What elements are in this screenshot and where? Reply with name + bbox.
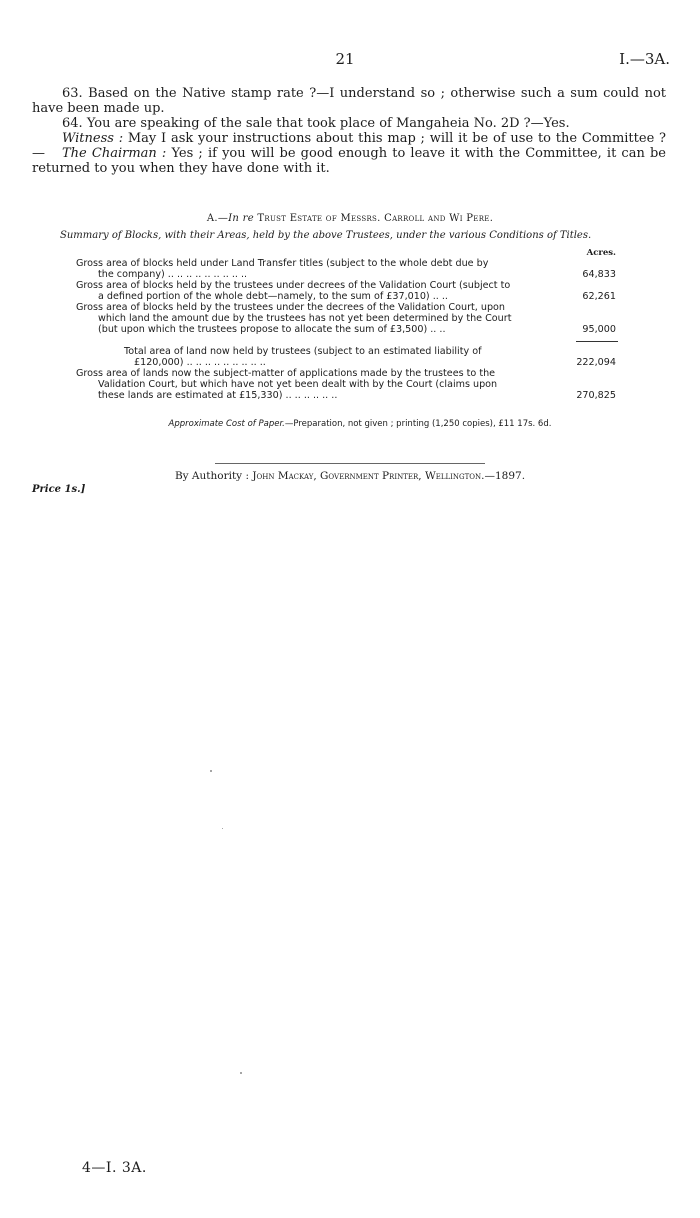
authority-rule [215, 463, 485, 464]
chairman-label: The Chairman : [62, 146, 167, 161]
scan-speck [210, 770, 212, 772]
row-line: which land the amount due by the trustees has not yet been determined by the Court [98, 313, 512, 324]
witness-label: Witness : [62, 131, 124, 146]
paragraph-text: You are speaking of the sale that took place of Mangaheia No. 2D ?—Yes. [86, 116, 570, 131]
cost-of-paper [110, 419, 610, 429]
row-value: 95,000 [582, 324, 616, 335]
paragraph-64 [32, 116, 666, 131]
page-reference: I.—3A. [619, 50, 670, 68]
chairman-line [32, 146, 666, 176]
scan-speck [240, 1072, 242, 1074]
total-line: £120,000) .. .. .. .. .. .. .. .. .. [134, 357, 266, 368]
price-note: Price 1s.] [32, 484, 86, 495]
authority-printer: John Mackay, Government Printer, Wellington.—1897. [252, 470, 526, 482]
table-row [76, 258, 616, 280]
total-row [76, 346, 616, 368]
scan-speck [222, 828, 223, 829]
pending-line: these lands are estimated at £15,330) .. .. .. .. .. .. [98, 390, 338, 401]
signature-mark: 4—I. 3A. [82, 1160, 147, 1176]
authority-prefix: By Authority : [174, 470, 249, 482]
pending-line: Validation Court, but which have not yet been dealt with by the Court (claims upon [98, 379, 498, 390]
row-line: the company) .. .. .. .. .. .. .. .. .. [98, 269, 248, 280]
cost-text: —Preparation, not given ; printing (1,250 copies), £11 17s. 6d. [284, 419, 552, 429]
row-line: Gross area of blocks held by the trustees under decrees of the Validation Court (subject to [76, 280, 511, 291]
pending-line: Gross area of lands now the subject-matter of applications made by the trustees to the [76, 368, 496, 379]
row-line: Gross area of blocks held under Land Transfer titles (subject to the whole debt due by [76, 258, 489, 269]
row-value: 62,261 [582, 291, 616, 302]
table-title-in-re: In re [228, 213, 254, 224]
witness-text: May I ask your instructions about this map ; will it be of use to the Committee ?— [32, 131, 667, 161]
paragraph-number: 63. [62, 86, 83, 101]
row-line: a defined portion of the whole debt—namely, to the sum of £37,010) .. .. [98, 291, 448, 302]
authority-line [110, 470, 590, 482]
row-value: 64,833 [582, 269, 616, 280]
chairman-text: Yes ; if you will be good enough to leave it with the Committee, it can be returned to you when they have done with it. [32, 146, 667, 176]
paragraph-number: 64. [62, 116, 83, 131]
page-number: 21 [335, 50, 355, 68]
table-subtitle: Summary of Blocks, with their Areas, held by the above Trustees, under the various Conditions of Titles. [60, 230, 592, 241]
table-row [76, 302, 616, 335]
table-title-rest: Trust Estate of Messrs. Carroll and Wi Pere. [257, 213, 494, 224]
cost-label: Approximate Cost of Paper. [168, 419, 285, 429]
row-line: (but upon which the trustees propose to allocate the sum of £3,500) .. .. [98, 324, 446, 335]
pending-value: 270,825 [576, 390, 616, 401]
sum-rule [576, 341, 618, 342]
total-line: Total area of land now held by trustees (subject to an estimated liability of [124, 346, 482, 357]
pending-row [76, 368, 616, 401]
total-value: 222,094 [576, 357, 616, 368]
table-title-prefix: A.— [206, 213, 229, 224]
table-row [76, 280, 616, 302]
units-header: Acres. [586, 248, 616, 258]
paragraph-text: Based on the Native stamp rate ?—I understand so ; otherwise such a sum could not have been made up. [32, 86, 666, 116]
row-line: Gross area of blocks held by the trustees under the decrees of the Validation Court, upon [76, 302, 506, 313]
table-title [40, 213, 660, 224]
paragraph-63 [32, 86, 666, 116]
